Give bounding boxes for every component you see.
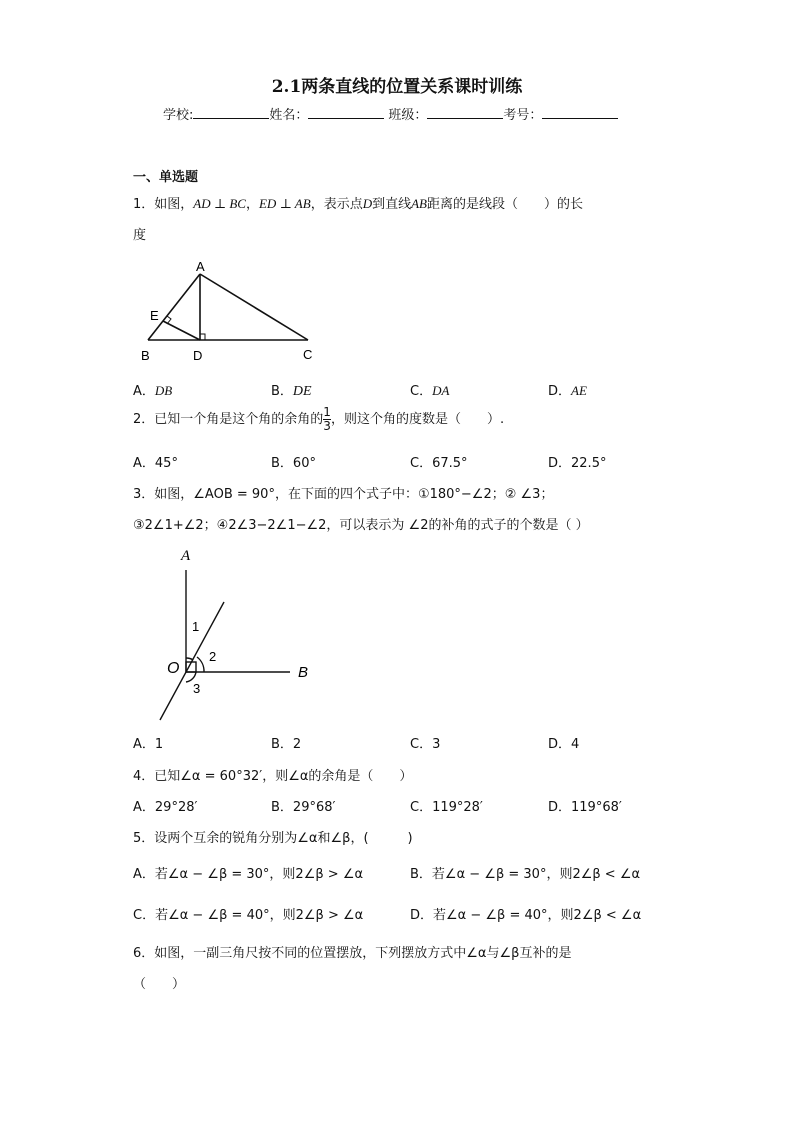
option-value: 45° bbox=[154, 456, 178, 471]
q3-option-b bbox=[271, 733, 301, 752]
option-label: D． bbox=[548, 737, 572, 752]
label-angle-1: 1 bbox=[192, 619, 200, 634]
option-label: C． bbox=[410, 456, 433, 471]
q5-option-d bbox=[410, 904, 641, 923]
arc-angle-1 bbox=[186, 658, 193, 660]
q1-text: 如图， bbox=[154, 197, 194, 212]
option-value: 若∠α − ∠β = 40°，则2∠β > ∠α bbox=[155, 908, 364, 923]
q1-triangle-figure bbox=[130, 252, 330, 367]
option-value: DA bbox=[432, 383, 450, 398]
student-info-line bbox=[163, 104, 618, 123]
q1-stem bbox=[133, 193, 583, 212]
option-value: AE bbox=[571, 383, 587, 398]
label-angle-3: 3 bbox=[193, 681, 201, 696]
q1-option-a bbox=[133, 380, 172, 399]
option-label: A． bbox=[133, 800, 155, 815]
q4-number: 4． bbox=[133, 769, 155, 784]
fraction-numerator: 1 bbox=[323, 405, 331, 419]
option-label: C． bbox=[133, 908, 156, 923]
option-label: B． bbox=[271, 800, 293, 815]
option-label: D． bbox=[548, 456, 572, 471]
q4-stem bbox=[133, 765, 412, 784]
school-blank bbox=[193, 106, 269, 119]
q1-condition-1: AD ⊥ BC bbox=[193, 196, 246, 211]
segment-ac bbox=[200, 274, 308, 340]
label-d: D bbox=[193, 348, 203, 363]
q3-option-d bbox=[548, 733, 579, 752]
option-value: 22.5° bbox=[571, 456, 607, 471]
label-b: B bbox=[298, 664, 309, 681]
q2-option-d bbox=[548, 452, 606, 471]
q3-stem-line-1 bbox=[133, 483, 553, 502]
q6-stem bbox=[133, 942, 571, 961]
q3-angle-figure bbox=[150, 540, 330, 725]
q2-text: ，则这个角的度数是（ ）. bbox=[330, 412, 505, 427]
option-label: C． bbox=[410, 800, 433, 815]
segment-ab bbox=[148, 274, 200, 340]
q1-number: 1． bbox=[133, 197, 155, 212]
q5-number: 5． bbox=[133, 831, 155, 846]
label-c: C bbox=[303, 347, 313, 362]
q3-option-c bbox=[410, 733, 440, 752]
option-label: C． bbox=[410, 384, 433, 399]
option-value: 60° bbox=[292, 456, 316, 471]
label-a: A bbox=[196, 259, 205, 274]
option-label: A． bbox=[133, 456, 155, 471]
q1-separator: ， bbox=[245, 197, 259, 212]
q5-option-b bbox=[410, 863, 640, 882]
q2-stem bbox=[133, 406, 504, 433]
q6-number: 6． bbox=[133, 946, 155, 961]
option-label: B． bbox=[271, 737, 293, 752]
label-o: O bbox=[167, 660, 180, 677]
q3-number: 3． bbox=[133, 487, 155, 502]
option-label: A． bbox=[133, 737, 155, 752]
class-label: 班级： bbox=[388, 108, 428, 123]
q1-condition-2: ED ⊥ AB bbox=[258, 196, 311, 211]
q1-text: 距离的是线段（ ）的长 bbox=[427, 197, 584, 212]
q1-option-c bbox=[410, 380, 449, 399]
fraction-one-third bbox=[323, 406, 331, 433]
option-label: D． bbox=[410, 908, 434, 923]
label-b: B bbox=[141, 348, 150, 363]
q1-text: 到直线 bbox=[372, 197, 412, 212]
q3-text: 如图，∠AOB = 90°，在下面的四个式子中：①180°−∠2；② ∠3； bbox=[154, 487, 554, 502]
q1-point: D bbox=[362, 196, 373, 211]
q4-text: 已知∠α = 60°32′，则∠α的余角是（ ） bbox=[154, 769, 413, 784]
arc-angle-2 bbox=[197, 657, 204, 672]
option-label: B． bbox=[271, 384, 293, 399]
q2-option-c bbox=[410, 452, 468, 471]
q2-option-a bbox=[133, 452, 178, 471]
option-label: D． bbox=[548, 384, 572, 399]
segment-ed bbox=[163, 321, 200, 340]
exam-no-blank bbox=[542, 106, 618, 119]
option-value: 4 bbox=[571, 737, 580, 752]
label-e: E bbox=[150, 308, 159, 323]
q5-text: 设两个互余的锐角分别为∠α和∠β，( ) bbox=[154, 831, 413, 846]
option-value: 119°68′ bbox=[571, 800, 622, 815]
q1-stem-cont: 度 bbox=[133, 228, 147, 243]
fraction-denominator: 3 bbox=[323, 419, 331, 433]
option-value: 2 bbox=[292, 737, 302, 752]
class-blank bbox=[427, 106, 503, 119]
q2-text: 已知一个角是这个角的余角的 bbox=[154, 412, 324, 427]
option-label: C． bbox=[410, 737, 433, 752]
option-label: A． bbox=[133, 867, 155, 882]
option-value: 119°28′ bbox=[432, 800, 483, 815]
option-value: 67.5° bbox=[432, 456, 468, 471]
name-label: 姓名： bbox=[269, 108, 309, 123]
label-a: A bbox=[181, 548, 191, 564]
q4-option-a bbox=[133, 796, 197, 815]
page-title: 2.1两条直线的位置关系课时训练 bbox=[271, 77, 523, 97]
option-value: 1 bbox=[154, 737, 164, 752]
option-value: 29°28′ bbox=[154, 800, 198, 815]
option-value: 若∠α − ∠β = 30°，则2∠β > ∠α bbox=[154, 867, 364, 882]
q5-option-c bbox=[133, 904, 363, 923]
label-angle-2: 2 bbox=[209, 649, 217, 664]
q4-option-b bbox=[271, 796, 335, 815]
option-value: 若∠α − ∠β = 30°，则2∠β < ∠α bbox=[431, 867, 641, 882]
q2-option-b bbox=[271, 452, 316, 471]
q1-line: AB bbox=[411, 196, 427, 211]
exam-no-label: 考号： bbox=[503, 108, 543, 123]
option-value: 29°68′ bbox=[292, 800, 336, 815]
option-value: DB bbox=[154, 383, 173, 398]
q4-option-d bbox=[548, 796, 622, 815]
q1-option-b bbox=[271, 380, 312, 400]
section-title: 一、单选题 bbox=[133, 170, 199, 185]
option-label: A． bbox=[133, 384, 155, 399]
q2-number: 2． bbox=[133, 412, 155, 427]
q3-option-a bbox=[133, 733, 163, 752]
school-label: 学校: bbox=[163, 108, 194, 123]
q1-option-d bbox=[548, 380, 587, 399]
q1-text: ，表示点 bbox=[310, 197, 363, 212]
q5-option-a bbox=[133, 863, 363, 882]
option-value: 若∠α − ∠β = 40°，则2∠β < ∠α bbox=[433, 908, 642, 923]
option-label: B． bbox=[271, 456, 293, 471]
option-label: D． bbox=[548, 800, 572, 815]
q3-stem-line-2: ③2∠1+∠2；④2∠3−2∠1−∠2，可以表示为 ∠2的补角的式子的个数是（ ） bbox=[133, 518, 589, 533]
q4-option-c bbox=[410, 796, 483, 815]
q6-stem-cont: （ ） bbox=[133, 977, 186, 992]
name-blank bbox=[308, 106, 384, 119]
q5-stem bbox=[133, 827, 413, 846]
option-label: B． bbox=[410, 867, 432, 882]
option-value: DE bbox=[292, 384, 312, 399]
right-angle-mark-e bbox=[167, 316, 171, 324]
option-value: 3 bbox=[432, 737, 441, 752]
q6-text: 如图，一副三角尺按不同的位置摆放，下列摆放方式中∠α与∠β互补的是 bbox=[154, 946, 572, 961]
